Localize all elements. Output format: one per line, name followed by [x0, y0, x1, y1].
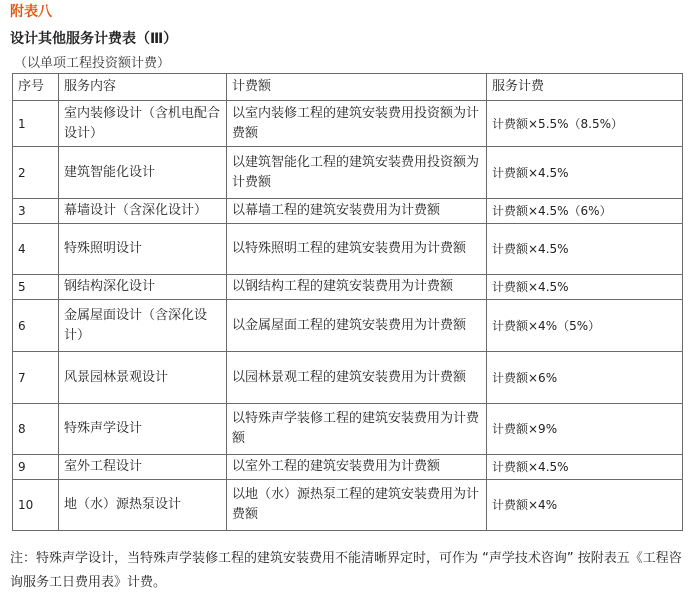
table-row — [13, 275, 683, 300]
row-num: 6 — [13, 300, 59, 352]
row-fee: 计费额×9% — [487, 404, 683, 455]
table-row — [13, 147, 683, 199]
row-service: 风景园林景观设计 — [59, 352, 227, 404]
table-row — [13, 480, 683, 531]
footnote: 注：特殊声学设计，当特殊声学装修工程的建筑安装费用不能清晰界定时，可作为 “声学技术咨询” 按附表五《工程咨询服务工日费用表》计费。 — [10, 551, 682, 590]
row-basis: 以园林景观工程的建筑安装费用为计费额 — [227, 352, 487, 404]
row-service: 室内装修设计（含机电配合设计） — [59, 101, 227, 147]
table-subtitle: （以单项工程投资额计费） — [14, 56, 171, 71]
table-row — [13, 300, 683, 352]
row-service: 室外工程设计 — [59, 455, 227, 480]
appendix-label: 附表八 — [10, 4, 52, 20]
row-basis: 以钢结构工程的建筑安装费用为计费额 — [227, 275, 487, 300]
table-row — [13, 455, 683, 480]
row-service: 金属屋面设计（含深化设计） — [59, 300, 227, 352]
row-fee: 计费额×4.5% — [487, 455, 683, 480]
row-service: 地（水）源热泵设计 — [59, 480, 227, 531]
row-service: 特殊声学设计 — [59, 404, 227, 455]
row-num: 4 — [13, 224, 59, 275]
row-fee: 计费额×6% — [487, 352, 683, 404]
row-num: 9 — [13, 455, 59, 480]
row-num: 7 — [13, 352, 59, 404]
table-row — [13, 101, 683, 147]
row-service: 幕墙设计（含深化设计） — [59, 199, 227, 224]
table-row — [13, 352, 683, 404]
row-basis: 以金属屋面工程的建筑安装费用为计费额 — [227, 300, 487, 352]
row-fee: 计费额×4.5% — [487, 275, 683, 300]
row-basis: 以幕墙工程的建筑安装费用为计费额 — [227, 199, 487, 224]
row-basis: 以特殊照明工程的建筑安装费用为计费额 — [227, 224, 487, 275]
row-fee: 计费额×4% — [487, 480, 683, 531]
row-fee: 计费额×4.5%（6%） — [487, 199, 683, 224]
row-fee: 计费额×4.5% — [487, 224, 683, 275]
row-num: 3 — [13, 199, 59, 224]
header-num: 序号 — [13, 74, 59, 101]
row-fee: 计费额×4.5% — [487, 147, 683, 199]
table-row — [13, 199, 683, 224]
row-basis: 以室外工程的建筑安装费用为计费额 — [227, 455, 487, 480]
table-header-row — [13, 74, 683, 101]
row-basis: 以建筑智能化工程的建筑安装费用投资额为计费额 — [227, 147, 487, 199]
fee-table — [12, 73, 683, 531]
header-basis: 计费额 — [227, 74, 487, 101]
row-fee: 计费额×5.5%（8.5%） — [487, 101, 683, 147]
row-basis: 以地（水）源热泵工程的建筑安装费用为计费额 — [227, 480, 487, 531]
row-num: 1 — [13, 101, 59, 147]
row-service: 特殊照明设计 — [59, 224, 227, 275]
table-row — [13, 224, 683, 275]
table-title: 设计其他服务计费表（Ⅲ） — [10, 31, 178, 47]
row-num: 2 — [13, 147, 59, 199]
table-row — [13, 404, 683, 455]
row-basis: 以特殊声学装修工程的建筑安装费用为计费额 — [227, 404, 487, 455]
row-service: 钢结构深化设计 — [59, 275, 227, 300]
row-fee: 计费额×4%（5%） — [487, 300, 683, 352]
row-num: 10 — [13, 480, 59, 531]
header-service: 服务内容 — [59, 74, 227, 101]
row-num: 8 — [13, 404, 59, 455]
row-basis: 以室内装修工程的建筑安装费用投资额为计费额 — [227, 101, 487, 147]
header-fee: 服务计费 — [487, 74, 683, 101]
row-service: 建筑智能化设计 — [59, 147, 227, 199]
row-num: 5 — [13, 275, 59, 300]
